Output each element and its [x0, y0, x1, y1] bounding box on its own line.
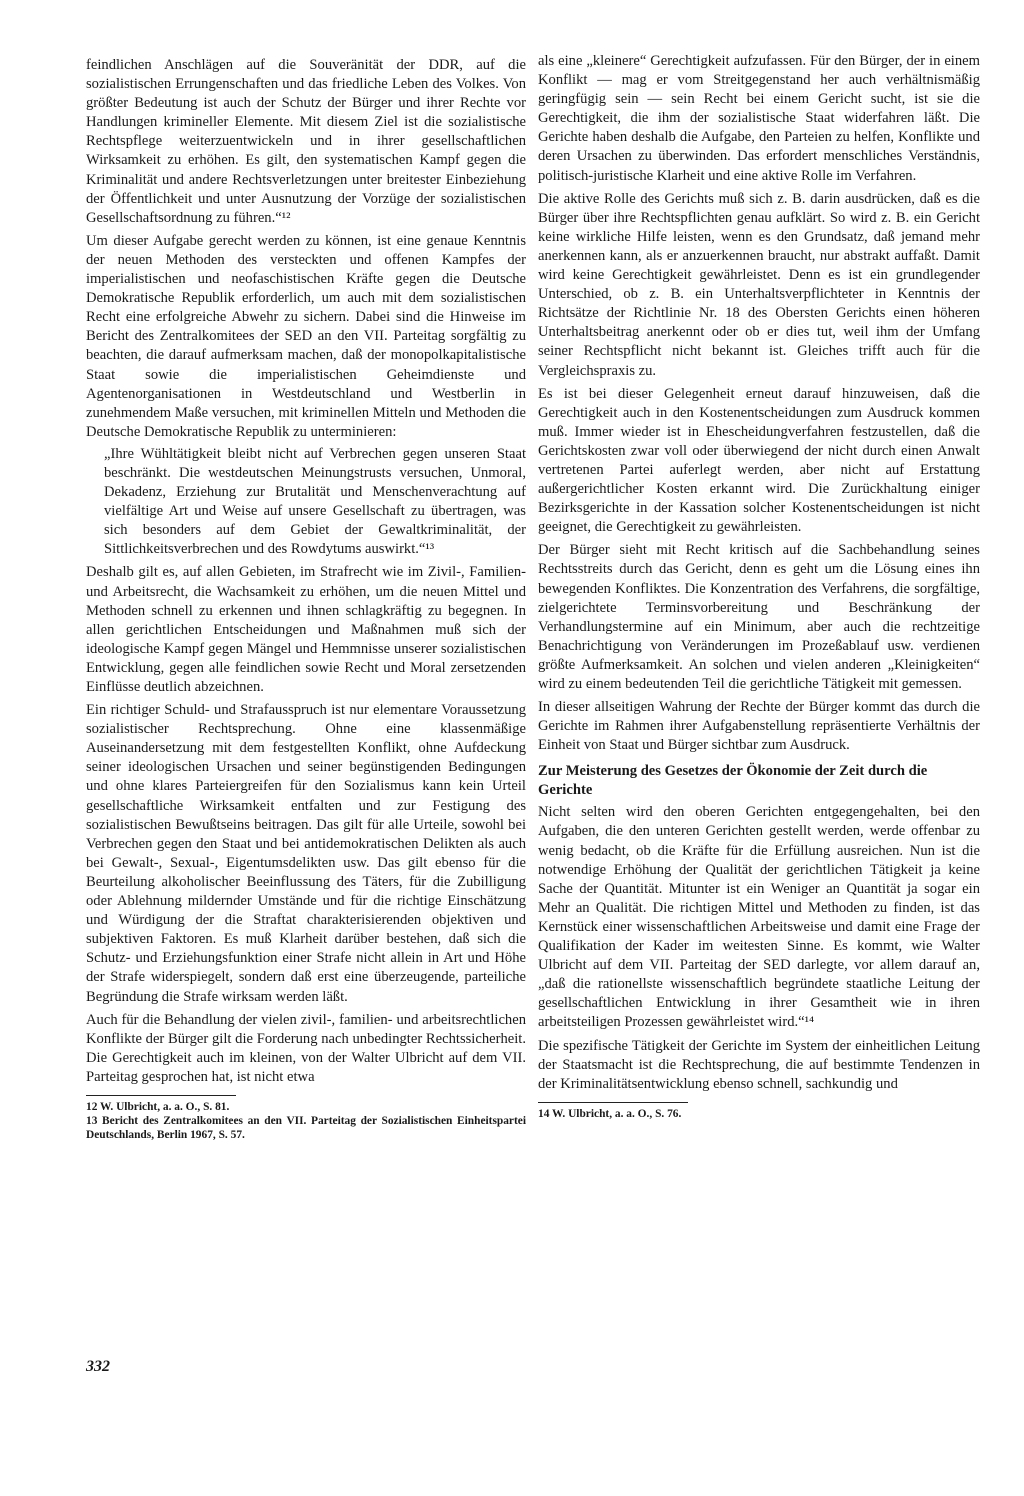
- paragraph: Nicht selten wird den oberen Gerichten entgegengehalten, bei den Aufgaben, die den unteren Gerichten gestellt werden, werde offenbar zu wenig bedacht, ob die Kräfte für die Erfüllung ausreichen. Nun ist die notwendige Erhöhung der Qualität der gerichtlichen Tätigkeit ja keine Sache der Quantität. Mitunter ist ein Weniger an Quantität ja sogar ein Mehr an Qualität. Die richtigen Mittel und Methoden zu finden, ist das Kernstück einer wissenschaftlichen Arbeitsweise und damit eine Frage der Qualifikation der Kader im weitesten Sinne. Es kommt, wie Walter Ulbricht auf dem VII. Parteitag der SED darlegte, vor allem darauf an, „daß die rationellste wissenschaftlich begründete staatliche Leitung der gesellschaftlichen Entwicklung in ihrer Gesamtheit wie in ihren arbeitsteiligen Prozessen gewährleistet wird.“¹⁴: [538, 804, 980, 1031]
- paragraph: als eine „kleinere“ Gerechtigkeit aufzufassen. Für den Bürger, der in einem Konflikt — mag er vom Streitgegenstand her auch verhältnismäßig geringfügig sein — sein Recht bei einem Gericht sucht, ist sie die Gerechtigkeit, die ihm der sozialistische Staat widerfahren läßt. Die Gerichte haben deshalb die Aufgabe, den Parteien zu helfen, Konflikte und deren Ursachen zu überwinden. Das erfordert menschliches Verständnis, politisch-juristische Klarheit und eine aktive Rolle im Verfahren.: [538, 53, 980, 184]
- page-number: 332: [86, 1358, 110, 1375]
- paragraph: Es ist bei dieser Gelegenheit erneut darauf hinzuweisen, daß die Gerechtigkeit auch in den Kostenentscheidungen zum Ausdruck kommen muß. Immer wieder ist in Ehescheidungverfahren festzustellen, daß die Gerichtskosten zwar voll oder überwiegend der nicht durch einen Anwalt vertretenen Partei auferlegt werden, aber nicht auf Erstattung außergerichtlicher Kosten erkannt wird. Die Zurückhaltung einiger Bezirksgerichte in der Kassation solcher Kostenentscheidungen ist nicht geeignet, die Gerechtigkeit zu gewährleisten.: [538, 385, 980, 536]
- right-column: [538, 52, 980, 1121]
- footnote: 13 Bericht des Zentralkomitees an den VII. Parteitag der Sozialistischen Einheitspartei Deutschlands, Berlin 1967, S. 57.: [86, 1114, 526, 1141]
- paragraph: In dieser allseitigen Wahrung der Rechte der Bürger kommt das durch die Gerichte im Rahmen ihrer Aufgabenstellung repräsentierte Verhältnis der Einheit von Staat und Bürger sichtbar zum Ausdruck.: [538, 699, 980, 754]
- paragraph: Die aktive Rolle des Gerichts muß sich z. B. darin ausdrücken, daß es die Bürger über ihre Rechtspflichten genau aufklärt. So wird z. B. ein Gericht keine wirkliche Hilfe leisten, wenn es den Grundsatz, daß jemand mehr anerkennen kann, als er anzuerkennen braucht, nur abstrakt auffaßt. Damit wird keine Gerechtigkeit gewährleistet. Denn es ist ein grundlegender Unterschied, ob z. B. ein Unterhaltsverpflichteter in Kenntnis der Richtsätze der Richtlinie Nr. 18 des Obersten Gerichts einen höheren Unterhaltsbeitrag anerkennt oder ob er dies tut, weil ihm der Umfang seiner Rechtspflicht nicht bekannt ist. Gleiches trifft auch für die Vergleichspraxis zu.: [538, 190, 980, 379]
- block-quote: „Ihre Wühltätigkeit bleibt nicht auf Verbrechen gegen unseren Staat beschränkt. Die westdeutschen Meinungstrusts versuchen, Unmoral, Dekadenz, Erziehung zur Brutalität und Menschenverachtung auf vielfältige Art und Weise auf unsere Gesellschaft zu übertragen, was sich besonders auf dem Gebiet der Gewaltkriminalität, der Sittlichkeitsverbrechen und des Rowdytums auswirkt.“¹³: [104, 445, 526, 558]
- section-heading: Zur Meisterung des Gesetzes der Ökonomie der Zeit durch die Gerichte: [538, 763, 928, 799]
- footnotes-right: [538, 1102, 688, 1121]
- paragraph: Ein richtiger Schuld- und Strafausspruch ist nur elementare Voraussetzung sozialistischer Rechtsprechung. Ohne eine klassenmäßige Auseinandersetzung mit dem festgestellten Konflikt, ohne Aufdeckung seiner ideologischen Ursachen und seiner begünstigenden Bedingungen und ohne klares Parteiergreifen für den Sozialismus kann kein Urteil gesellschaftliche Wirksamkeit entfalten und zur Festigung des sozialistischen Bewußtseins beitragen. Das gilt für alle Urteile, sowohl bei Verbrechen gegen den Staat und bei antidemokratischen Delikten als auch bei Gewalt-, Sexual-, Eigentumsdelikten usw. Das gilt ebenso für die Beurteilung alkoholischer Beeinflussung des Täters, für die Zubilligung oder Ablehnung mildernder Umstände und für die richtige Einschätzung und Würdigung der die Straftat charakterisierenden objektiven und subjektiven Faktoren. Es muß Klarheit darüber bestehen, daß sich die Schutz- und Erziehungsfunktion einer Strafe nicht allein in Art und Höhe der Strafe widerspiegelt, sondern daß erst eine überzeugende, parteiliche Begründung die Strafe wirksam werden läßt.: [86, 702, 526, 1005]
- paragraph: Um dieser Aufgabe gerecht werden zu können, ist eine genaue Kenntnis der neuen Methoden des versteckten und offenen Kampfes der imperialistischen und neofaschistischen Kräfte gegen die Deutsche Demokratische Republik erforderlich, um auch mit dem sozialistischen Recht eine erfolgreiche Abwehr zu sichern. Dabei sind die Hinweise im Bericht des Zentralkomitees der SED an den VII. Parteitag sorgfältig zu beachten, die darauf aufmerksam machen, daß der monopolkapitalistische Staat sowie die imperialistischen Geheimdienste und Agentenorganisationen in Westdeutschland und Westberlin in zunehmendem Maße versuchen, mit kriminellen Mitteln und Methoden die Deutsche Demokratische Republik zu unterminieren:: [86, 232, 526, 440]
- left-column: [86, 56, 526, 1142]
- footnote: 14 W. Ulbricht, a. a. O., S. 76.: [538, 1107, 682, 1120]
- paragraph: feindlichen Anschlägen auf die Souveränität der DDR, auf die sozialistischen Errungenschaften und das friedliche Leben des Volkes. Von größter Bedeutung ist auch der Schutz der Bürger und ihrer Rechte vor Handlungen krimineller Elemente. Mit diesem Ziel ist die sozialistische Rechtspflege weiterzuentwickeln und in ihrer gesellschaftlichen Wirksamkeit zu erhöhen. Es gilt, den systematischen Kampf gegen die Kriminalität und andere Rechtsverletzungen unter breitester Einbeziehung der Öffentlichkeit und unter Ausnutzung der Vorzüge der sozialistischen Gesellschaftsordnung zu führen.“¹²: [86, 57, 526, 226]
- footnote: 12 W. Ulbricht, a. a. O., S. 81.: [86, 1100, 230, 1113]
- footnotes-left: [86, 1095, 526, 1142]
- paragraph: Deshalb gilt es, auf allen Gebieten, im Strafrecht wie im Zivil-, Familien- und Arbeitsrecht, die Wachsamkeit zu erhöhen, um die neuen Mittel und Methoden schnell zu erkennen und ihnen schlagkräftig zu begegnen. In allen gerichtlichen Entscheidungen und Maßnahmen muß sich der ideologische Kampf gegen Mängel und Hemmnisse unserer sozialistischen Entwicklung, gegen alle feindlichen sowie Recht und Moral zersetzenden Einflüsse deutlich abzeichnen.: [86, 564, 526, 695]
- paragraph: Der Bürger sieht mit Recht kritisch auf die Sachbehandlung seines Rechtsstreits durch das Gericht, denn es geht um die Lösung eines ihn bewegenden Konfliktes. Die Konzentration des Verfahrens, die sorgfältige, zielgerichtete Terminsvorbereitung und Beschränkung der Verhandlungstermine auf ein Minimum, aber auch die rechtzeitige Benachrichtigung von Veränderungen im Prozeßablauf usw. verdienen größte Aufmerksamkeit. An solchen und vielen anderen „Kleinigkeiten“ wird zu einem bedeutenden Teil die gerichtliche Tätigkeit mit gemessen.: [538, 542, 980, 692]
- paragraph: Auch für die Behandlung der vielen zivil-, familien- und arbeitsrechtlichen Konflikte der Bürger gilt die Forderung nach unbedingter Rechtssicherheit. Die Gerechtigkeit auch im kleinen, von der Walter Ulbricht auf dem VII. Parteitag gesprochen hat, ist nicht etwa: [86, 1011, 526, 1085]
- paragraph: Die spezifische Tätigkeit der Gerichte im System der einheitlichen Leitung der Staatsmacht ist die Rechtsprechung, die auf bestimmte Tendenzen in der Kriminalitätsentwicklung ebenso schnell, sachkundig und: [538, 1037, 980, 1092]
